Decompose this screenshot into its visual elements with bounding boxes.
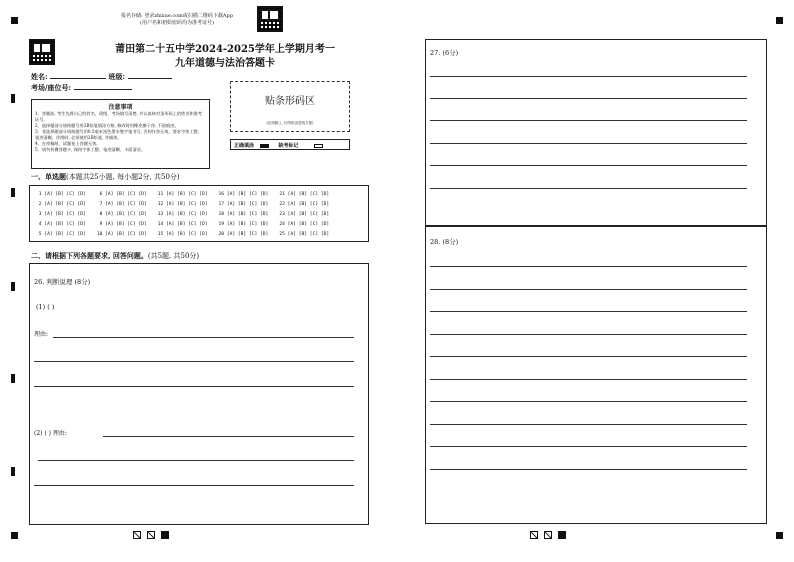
page-mark-slash-box xyxy=(544,531,552,539)
answer-line[interactable] xyxy=(430,143,747,144)
correct-fill-swatch xyxy=(260,144,269,148)
q26-part1[interactable]: (1) ( ) xyxy=(36,303,55,311)
q26-title: 26. 判断说理 (8分) xyxy=(34,278,91,286)
q28-title: 28. (8分) xyxy=(430,238,459,246)
barcode-area xyxy=(230,81,350,132)
answer-line[interactable] xyxy=(430,188,747,189)
answer-line[interactable] xyxy=(34,485,354,486)
mc-row[interactable]: 3 [A] [B] [C] [D] 8 [A] [B] [C] [D] 13 [A] [B] [C] [D] 18 [A] [B] [C] [D] 23 [A] [B] [C] [D] xyxy=(36,212,330,217)
q27-title: 27. (6分) xyxy=(430,49,459,57)
class-field[interactable] xyxy=(128,72,172,79)
answer-line[interactable] xyxy=(34,386,354,387)
notice-box xyxy=(31,99,210,169)
fill-legend xyxy=(230,139,350,150)
name-label: 姓名: xyxy=(31,72,48,81)
answer-line[interactable] xyxy=(430,334,747,335)
notice-item: 1、答题前, 考生先将自己的姓名、班级、考场填写清楚, 并认真核对条形码上的姓名和准考证号。 xyxy=(35,111,203,122)
timing-mark xyxy=(11,374,15,383)
class-label: 班级: xyxy=(108,72,126,81)
answer-line[interactable] xyxy=(430,379,747,380)
answer-line[interactable] xyxy=(430,311,747,312)
answer-line[interactable] xyxy=(430,289,747,290)
answer-line[interactable] xyxy=(430,165,747,166)
answer-line[interactable] xyxy=(430,98,747,99)
room-label: 考场/座位号: xyxy=(31,83,72,92)
section1-heading xyxy=(31,172,180,182)
answer-line[interactable] xyxy=(430,469,747,470)
answer-line[interactable] xyxy=(103,436,354,437)
registration-mark-bottom-right xyxy=(776,532,783,539)
timing-mark xyxy=(11,282,15,291)
absent-mark-box[interactable] xyxy=(314,144,323,148)
mc-row[interactable]: 1 [A] [B] [C] [D] 6 [A] [B] [C] [D] 11 [A] [B] [C] [D] 16 [A] [B] [C] [D] 21 [A] [B] [C] [D] xyxy=(36,192,330,197)
answer-line[interactable] xyxy=(53,337,354,338)
barcode-hint: (正面朝上, 切勿贴出虚线方框) xyxy=(266,121,314,125)
correct-fill-label: 正确填涂 xyxy=(234,143,255,149)
q26-reason1-label: 理由: xyxy=(34,331,49,338)
answer-line[interactable] xyxy=(430,266,747,267)
section1-title: 一、单选题 xyxy=(31,172,66,181)
notice-item: 3、非选择题部分请按题号用0.5毫米黑色墨水签字笔书写, 否则作答无效。要求字体工整、笔迹清晰。作图时, 必须使用2B铅笔, 并描浓。 xyxy=(35,129,202,140)
answer-line[interactable] xyxy=(430,76,747,77)
notice-item: 2、选择题部分请按题号用2B铅笔填涂方框, 修改时用橡皮擦干净, 不留痕迹。 xyxy=(35,123,179,128)
answer-line[interactable] xyxy=(430,120,747,121)
registration-mark-top-left xyxy=(11,17,18,24)
qr-code-left xyxy=(29,39,55,65)
registration-mark-top-right xyxy=(776,17,783,24)
barcode-title: 贴条形码区 xyxy=(265,96,315,107)
timing-mark xyxy=(11,188,15,197)
page-mark-slash-box xyxy=(530,531,538,539)
registration-mark-bottom-left xyxy=(11,532,18,539)
timing-mark xyxy=(11,94,15,103)
student-info xyxy=(31,72,172,82)
mc-row[interactable]: 2 [A] [B] [C] [D] 7 [A] [B] [C] [D] 12 [A] [B] [C] [D] 17 [A] [B] [C] [D] 22 [A] [B] [C] [D] xyxy=(36,202,330,207)
answer-line[interactable] xyxy=(430,424,747,425)
page-mark-slash-box xyxy=(133,531,141,539)
page-mark-slash-box xyxy=(147,531,155,539)
q27-answer-box xyxy=(425,39,767,226)
mc-row[interactable]: 5 [A] [B] [C] [D] 10 [A] [B] [C] [D] 15 [A] [B] [C] [D] 20 [A] [B] [C] [D] 25 [A] [B] [C] [D] xyxy=(36,232,330,237)
answer-line[interactable] xyxy=(38,460,354,461)
room-field[interactable] xyxy=(74,83,132,90)
notice-item: 5、请勿折叠答题卡, 保持字体工整、笔迹清晰、卡面清洁。 xyxy=(35,147,146,152)
page-mark-solid-box xyxy=(161,531,169,539)
qr-code-header xyxy=(257,6,283,32)
room-info xyxy=(31,83,132,93)
page-subtitle: 九年道德与法治答题卡 xyxy=(175,58,275,69)
absent-mark-label: 缺考标记 xyxy=(278,143,299,149)
timing-mark xyxy=(11,467,15,476)
section2-heading xyxy=(31,251,199,261)
answer-line[interactable] xyxy=(430,401,747,402)
notice-item: 4、在草稿纸、试题卷上答题无效。 xyxy=(35,141,101,146)
section2-subtitle: (共5题, 共50分) xyxy=(147,252,200,260)
section1-subtitle: (本题共25小题, 每小题2分, 共50分) xyxy=(66,173,180,181)
answer-line[interactable] xyxy=(430,446,747,447)
section2-title: 二、请根据下列各题要求, 回答问题。 xyxy=(31,251,148,260)
header-line-1: 报名存储: 登录zhixue.com或扫描二维码下载App xyxy=(121,13,233,19)
answer-line[interactable] xyxy=(430,356,747,357)
answer-line[interactable] xyxy=(34,361,354,362)
page-mark-solid-box xyxy=(558,531,566,539)
notice-title: 注意事项 xyxy=(108,104,133,111)
name-field[interactable] xyxy=(50,72,106,79)
page-title: 莆田第二十五中学2024-2025学年上学期月考一 xyxy=(115,44,335,55)
q26-part2: (2) ( ) 理由: xyxy=(34,430,67,437)
header-line-2: (用户名和初始密码均为准考证号) xyxy=(140,20,214,26)
q28-answer-box xyxy=(425,226,767,524)
mc-row[interactable]: 4 [A] [B] [C] [D] 9 [A] [B] [C] [D] 14 [A] [B] [C] [D] 19 [A] [B] [C] [D] 24 [A] [B] [C] [D] xyxy=(36,222,330,227)
